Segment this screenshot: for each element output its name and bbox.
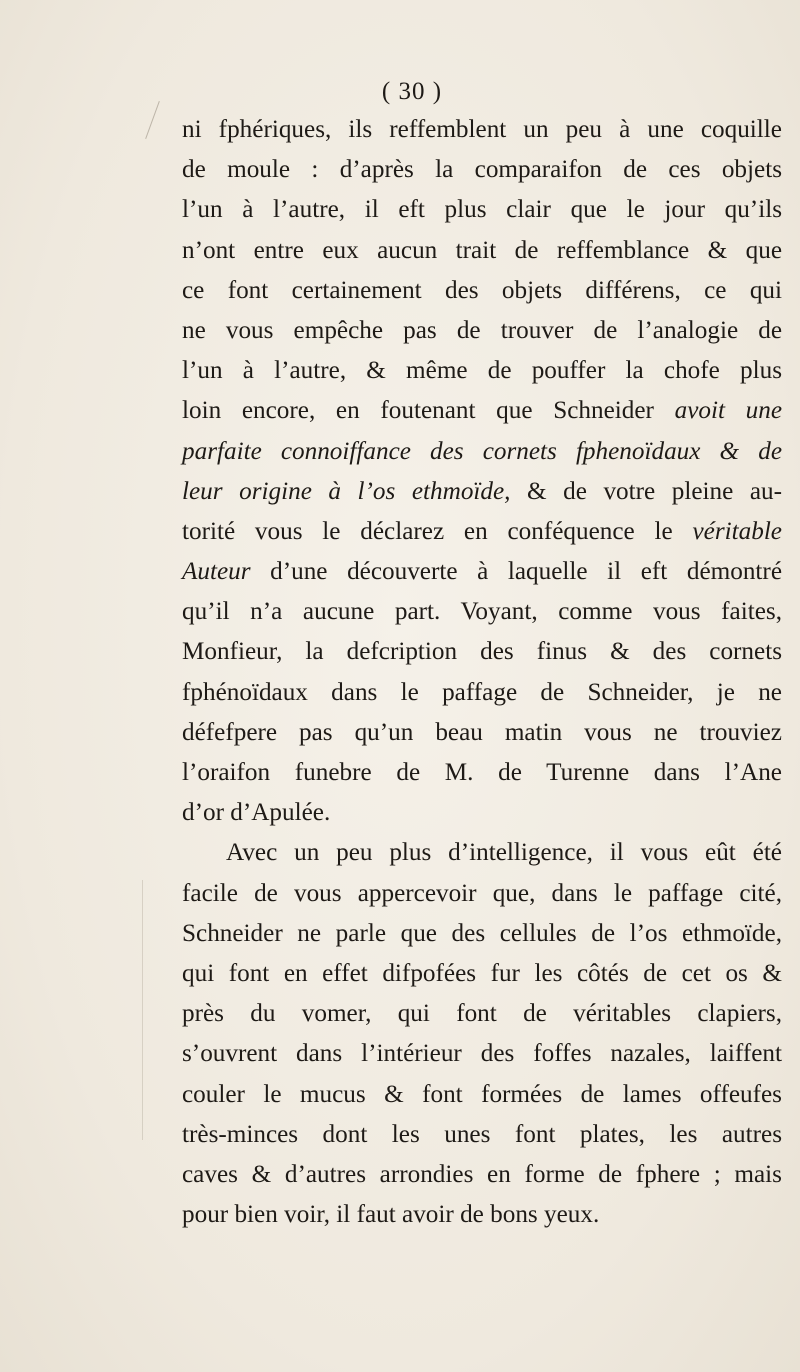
italic-text: parfaite connoiffance des cornets fphenoïdaux & de	[182, 437, 782, 465]
text-line: caves & d’autres arrondies en forme de fphere ; mais	[182, 1160, 782, 1188]
text-line: ne vous empêche pas de trouver de l’analogie de	[182, 316, 782, 344]
text-line: couler le mucus & font formées de lames offeufes	[182, 1080, 782, 1108]
text-line: ce font certainement des objets différens, ce qui	[182, 276, 782, 304]
text-line: près du vomer, qui font de véritables clapiers,	[182, 1000, 782, 1028]
text-line: qu’il n’a aucune part. Voyant, comme vous faites,	[182, 598, 782, 626]
paragraph-1	[182, 110, 782, 833]
text-line: leur origine à l’os ethmoïde, & de votre pleine au-	[182, 477, 782, 505]
italic-text: leur origine à l’os ethmoïde,	[182, 477, 511, 505]
text-line: très-minces dont les unes font plates, les autres	[182, 1120, 782, 1148]
text-line: l’oraifon funebre de M. de Turenne dans l’Ane	[182, 759, 782, 786]
paragraph-2	[182, 833, 782, 1235]
text-line: ni fphériques, ils reffemblent un peu à une coquille	[182, 116, 782, 143]
text-line: s’ouvrent dans l’intérieur des foffes nazales, laiffent	[182, 1040, 782, 1068]
text-line: défefpere pas qu’un beau matin vous ne trouviez	[182, 718, 782, 746]
page-number: ( 30 )	[381, 78, 443, 105]
scan-edge-mark	[145, 101, 160, 139]
text-line: Auteur d’une découverte à laquelle il eft démontré	[182, 558, 782, 586]
text-line: l’un à l’autre, il eft plus clair que le jour qu’ils	[182, 196, 782, 224]
text-line: de moule : d’après la comparaifon de ces objets	[182, 156, 782, 184]
text-line: loin encore, en foutenant que Schneider avoit une	[182, 397, 782, 425]
scan-edge-mark	[142, 880, 143, 1140]
text-line	[182, 432, 782, 472]
text-line: qui font en effet difpofées fur les côtés de cet os &	[182, 959, 782, 987]
text-line: d’or d’Apulée.	[182, 799, 331, 827]
text-line: l’un à l’autre, & même de pouffer la chofe plus	[182, 357, 782, 385]
body-text	[182, 110, 782, 1235]
text-line: Schneider ne parle que des cellules de l’os ethmoïde,	[182, 919, 782, 947]
text-line: Monfieur, la defcription des finus & des cornets	[182, 638, 782, 666]
text-line: facile de vous appercevoir que, dans le paffage cité,	[182, 879, 782, 907]
text-line: pour bien voir, il faut avoir de bons yeux.	[182, 1201, 600, 1229]
italic-text: avoit une	[674, 397, 782, 425]
text-line: Avec un peu plus d’intelligence, il vous eût été	[226, 839, 782, 867]
text-line: fphénoïdaux dans le paffage de Schneider, je ne	[182, 678, 782, 706]
italic-text: Auteur	[182, 558, 251, 586]
italic-text: véritable	[692, 517, 782, 545]
text-line: n’ont entre eux aucun trait de reffemblance & que	[182, 236, 782, 264]
text-line: torité vous le déclarez en conféquence le véritable	[182, 517, 782, 545]
